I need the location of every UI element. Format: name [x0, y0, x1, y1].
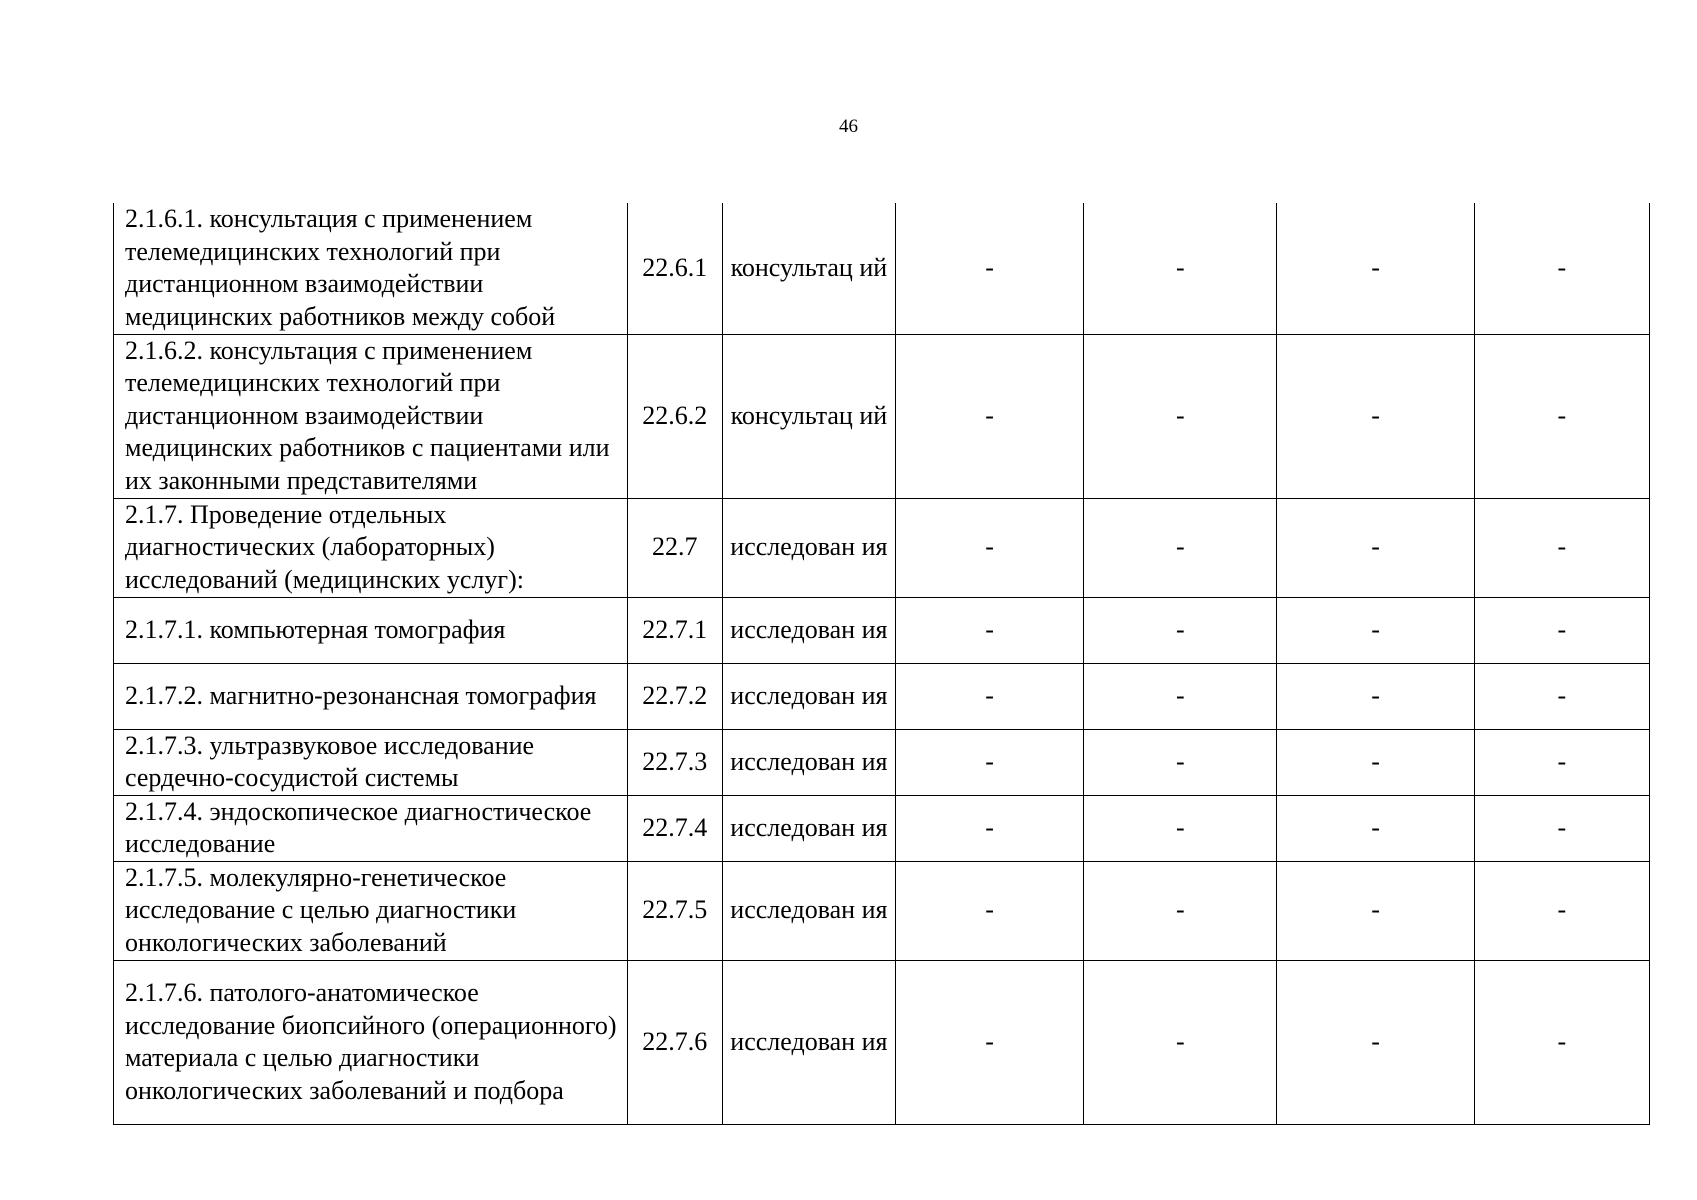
- row-value-4: -: [1474, 334, 1649, 498]
- row-name: 2.1.7.2. магнитно-резонансная томография: [114, 663, 628, 729]
- row-value-3: -: [1277, 597, 1474, 663]
- row-unit: исследован ия: [722, 795, 895, 861]
- row-name: 2.1.6.2. консультация с применением телемедицинских технологий при дистанционном взаимодействии медицинских работников с пациентами или их законными представителями: [114, 334, 628, 498]
- row-value-3: -: [1277, 334, 1474, 498]
- row-value-3: -: [1277, 861, 1474, 960]
- row-value-1: -: [895, 203, 1083, 334]
- row-value-1: -: [895, 597, 1083, 663]
- table-row: [114, 597, 1650, 663]
- row-code: 22.7.5: [627, 861, 722, 960]
- row-code: 22.7.4: [627, 795, 722, 861]
- row-unit: исследован ия: [722, 960, 895, 1124]
- row-unit: исследован ия: [722, 861, 895, 960]
- row-value-4: -: [1474, 203, 1649, 334]
- row-unit: исследован ия: [722, 729, 895, 795]
- row-code: 22.7: [627, 498, 722, 597]
- row-value-3: -: [1277, 795, 1474, 861]
- row-value-4: -: [1474, 795, 1649, 861]
- table-row: [114, 334, 1650, 498]
- row-value-2: -: [1084, 597, 1277, 663]
- row-value-4: -: [1474, 597, 1649, 663]
- data-table: [113, 203, 1650, 1125]
- table-row: [114, 960, 1650, 1124]
- row-code: 22.7.3: [627, 729, 722, 795]
- row-value-2: -: [1084, 795, 1277, 861]
- row-value-2: -: [1084, 861, 1277, 960]
- row-code: 22.7.2: [627, 663, 722, 729]
- row-value-1: -: [895, 960, 1083, 1124]
- row-value-3: -: [1277, 729, 1474, 795]
- row-value-3: -: [1277, 663, 1474, 729]
- row-value-4: -: [1474, 729, 1649, 795]
- row-name: 2.1.7.1. компьютерная томография: [114, 597, 628, 663]
- row-value-3: -: [1277, 960, 1474, 1124]
- table-row: [114, 861, 1650, 960]
- row-code: 22.6.1: [627, 203, 722, 334]
- row-value-1: -: [895, 498, 1083, 597]
- row-unit: консультац ий: [722, 334, 895, 498]
- row-unit: исследован ия: [722, 498, 895, 597]
- row-name: 2.1.7.5. молекулярно-генетическое исследование с целью диагностики онкологических заболеваний: [114, 861, 628, 960]
- row-value-1: -: [895, 663, 1083, 729]
- row-value-2: -: [1084, 334, 1277, 498]
- row-value-4: -: [1474, 663, 1649, 729]
- row-value-3: -: [1277, 203, 1474, 334]
- table-row: [114, 729, 1650, 795]
- row-value-2: -: [1084, 663, 1277, 729]
- row-value-1: -: [895, 334, 1083, 498]
- table-row: [114, 498, 1650, 597]
- row-code: 22.7.1: [627, 597, 722, 663]
- row-value-4: -: [1474, 960, 1649, 1124]
- row-value-4: -: [1474, 861, 1649, 960]
- row-unit: исследован ия: [722, 663, 895, 729]
- row-unit: консультац ий: [722, 203, 895, 334]
- row-value-1: -: [895, 729, 1083, 795]
- row-value-4: -: [1474, 498, 1649, 597]
- row-value-3: -: [1277, 498, 1474, 597]
- row-unit: исследован ия: [722, 597, 895, 663]
- row-value-2: -: [1084, 203, 1277, 334]
- row-value-2: -: [1084, 729, 1277, 795]
- row-value-2: -: [1084, 498, 1277, 597]
- row-name: 2.1.7.3. ультразвуковое исследование сердечно-сосудистой системы: [114, 729, 628, 795]
- row-name: 2.1.7.6. патолого-анатомическое исследование биопсийного (операционного) материала с целью диагностики онкологических заболеваний и подбора: [114, 960, 628, 1124]
- table-row: [114, 663, 1650, 729]
- row-value-2: -: [1084, 960, 1277, 1124]
- row-code: 22.6.2: [627, 334, 722, 498]
- table-row: [114, 795, 1650, 861]
- row-name: 2.1.7. Проведение отдельных диагностических (лабораторных) исследований (медицинских услуг):: [114, 498, 628, 597]
- row-code: 22.7.6: [627, 960, 722, 1124]
- row-value-1: -: [895, 861, 1083, 960]
- table-row: [114, 203, 1650, 334]
- row-value-1: -: [895, 795, 1083, 861]
- row-name: 2.1.6.1. консультация с применением телемедицинских технологий при дистанционном взаимодействии медицинских работников между собой: [114, 203, 628, 334]
- page-number: 46: [839, 116, 858, 137]
- row-name: 2.1.7.4. эндоскопическое диагностическое исследование: [114, 795, 628, 861]
